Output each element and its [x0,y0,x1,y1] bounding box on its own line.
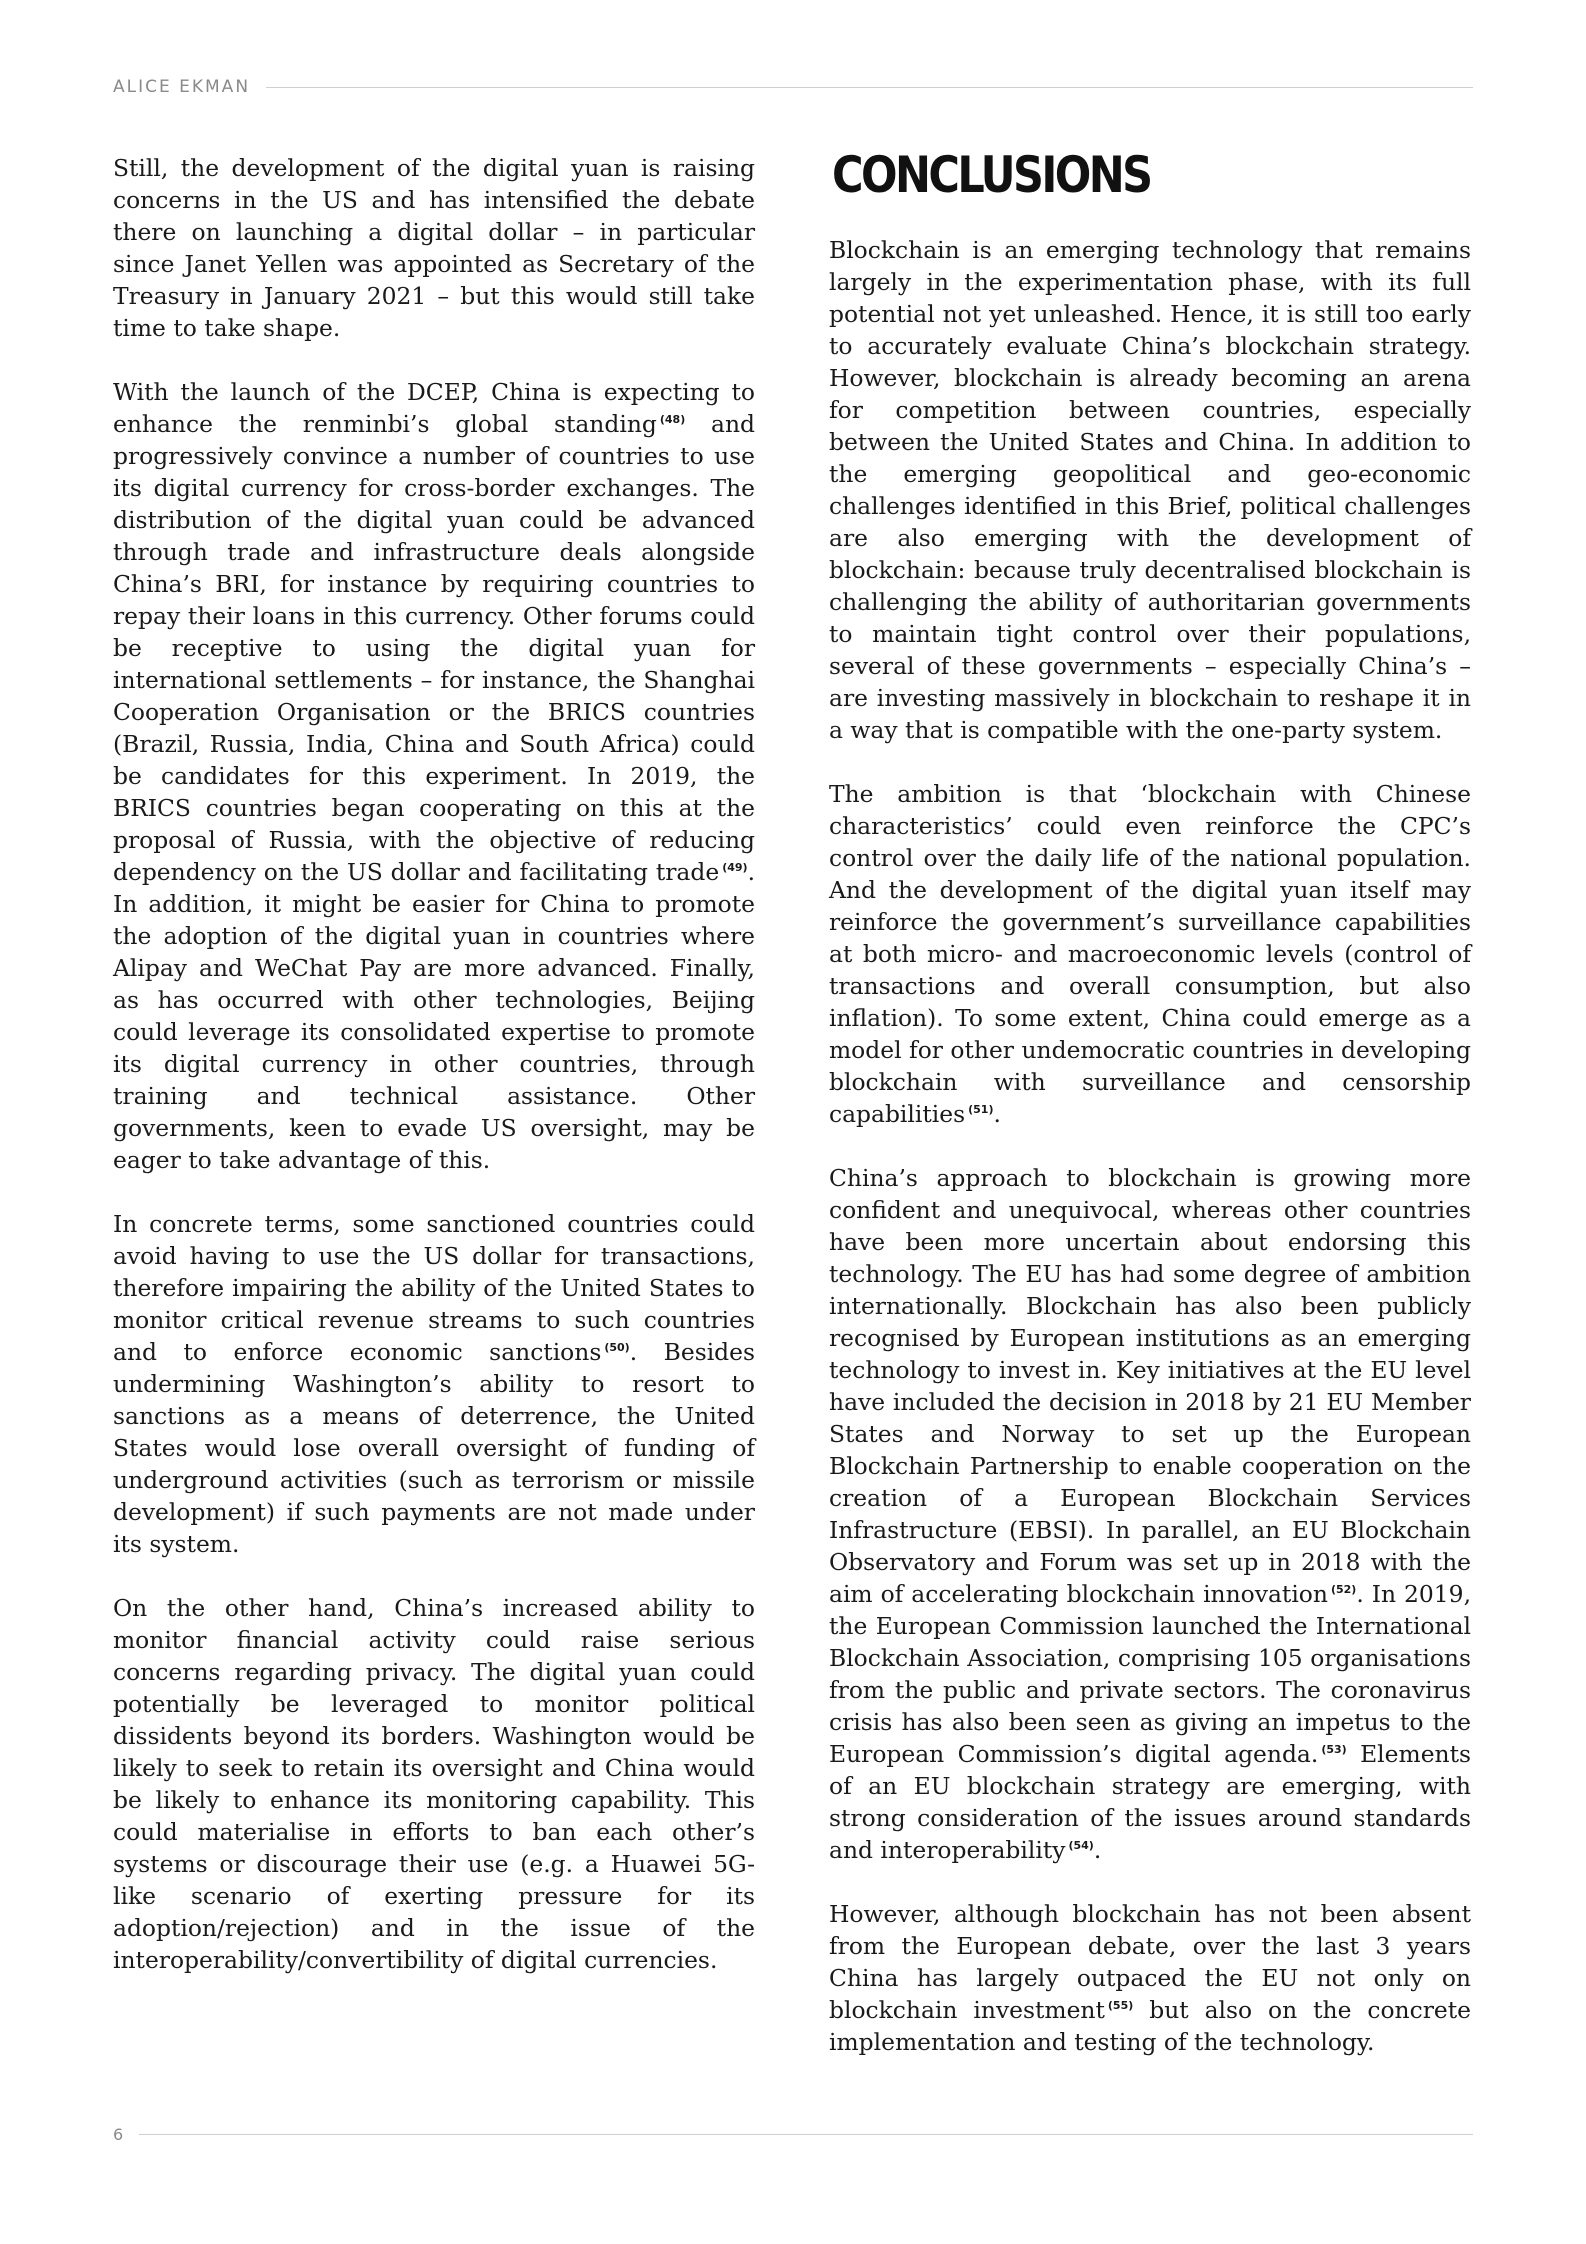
paragraph-text: but also on the concrete implementation and testing of the technology. [829,1996,1471,2056]
paragraph-text: . [1093,1836,1102,1864]
paragraph-text: In concrete terms, some sanctioned countries could avoid having to use the US dollar for transactions, therefore impairing the ability of the United States to monitor critical revenue streams to such countries and to enforce economic sanctions [113,1210,755,1366]
paragraph [113,376,755,1176]
paragraph [829,234,1471,746]
paragraph-text: On the other hand, China’s increased ability to monitor financial activity could raise serious concerns regarding privacy. The digital yuan could potentially be leveraged to monitor political dissidents beyond its borders. Washington would be likely to seek to retain its oversight and China would be likely to enhance its monitoring capability. This could materialise in efforts to ban each other’s systems or discourage their use (e.g. a Huawei 5G-like scenario of exerting pressure for its adoption/rejection) and in the issue of the interoperability/convertibility of digital currencies. [113,1594,755,1974]
running-footer [113,2120,1473,2148]
footnote-ref: (53) [1321,1743,1347,1756]
page-number: 6 [113,2124,124,2144]
author-name: ALICE EKMAN [113,77,251,97]
paragraph [829,1898,1471,2058]
paragraph-text: . [993,1100,1001,1128]
header-divider [266,87,1473,88]
paragraph-text: and progressively convince a number of countries to use its digital currency for cross-border exchanges. The distribution of the digital yuan could be advanced through trade and infrastructure deals alongside China’s BRI, for instance by requiring countries to repay their loans in this currency. Other forums could be receptive to using the digital yuan for international settlements – for instance, the Shanghai Cooperation Organisation or the BRICS countries (Brazil, Russia, India, China and South Africa) could be candidates for this experiment. In 2019, the BRICS countries began cooperating on this at the proposal of Russia, with the objective of reducing dependency on the US dollar and facilitating trade [113,410,755,886]
paragraph-text: China’s approach to blockchain is growing more confident and unequivocal, whereas other countries have been more uncertain about endorsing this technology. The EU has had some degree of ambition internationally. Blockchain has also been publicly recognised by European institutions as an emerging technology to invest in. Key initiatives at the EU level have included the decision in 2018 by 21 EU Member States and Norway to set up the European Blockchain Partnership to enable cooperation on the creation of a European Blockchain Services Infrastructure (EBSI). In parallel, an EU Blockchain Observatory and Forum was set up in 2018 with the aim of accelerating blockchain innovation [829,1164,1471,1608]
paragraph-text: Still, the development of the digital yuan is raising concerns in the US and has intensified the debate there on launching a digital dollar – in particular since Janet Yellen was appointed as Secretary of the Treasury in January 2021 – but this would still take time to take shape. [113,154,755,342]
paragraph-text: . In addition, it might be easier for China to promote the adoption of the digital yuan in countries where Alipay and WeChat Pay are more advanced. Finally, as has occurred with other technologies, Beijing could leverage its consolidated expertise to promote its digital currency in other countries, through training and technical assistance. Other governments, keen to evade US oversight, may be eager to take advantage of this. [113,858,755,1174]
footnote-ref: (55) [1107,1999,1134,2012]
section-heading: CONCLUSIONS [832,146,1151,204]
paragraph [829,1162,1471,1866]
paragraph-text: . Besides undermining Washington’s ability to resort to sanctions as a means of deterrence, the United States would lose overall oversight of funding of underground activities (such as terrorism or missile development) if such payments are not made under its system. [113,1338,755,1558]
paragraph-text: Blockchain is an emerging technology that remains largely in the experimentation phase, with its full potential not yet unleashed. Hence, it is still too early to accurately evaluate China’s blockchain strategy. However, blockchain is already becoming an arena for competition between countries, especially between the United States and China. In addition to the emerging geopolitical and geo-economic challenges identified in this Brief, political challenges are also emerging with the development of blockchain: because truly decentralised blockchain is challenging the ability of authoritarian governments to maintain tight control over their populations, several of these governments – especially China’s – are investing massively in blockchain to reshape it in a way that is compatible with the one-party system. [829,236,1471,744]
paragraph [113,1592,755,1976]
footnote-ref: (48) [659,413,686,426]
footer-divider [139,2134,1473,2135]
paragraph [113,1208,755,1560]
footnote-ref: (49) [722,861,748,874]
paragraph [113,152,755,344]
paragraph-text: The ambition is that ‘blockchain with Chinese characteristics’ could even reinforce the CPC’s control over the daily life of the national population. And the development of the digital yuan itself may reinforce the government’s surveillance capabilities at both micro- and macroeconomic levels (control of transactions and overall consumption, but also inflation). To some extent, China could emerge as a model for other undemocratic countries in developing blockchain with surveillance and censorship capabilities [829,780,1471,1128]
footnote-ref: (50) [604,1341,630,1354]
paragraph-text: Elements of an EU blockchain strategy are emerging, with strong consideration of the issues around standards and interoperability [829,1740,1471,1864]
paragraph [829,778,1471,1130]
right-column [829,146,1471,2090]
paragraph-text: . In 2019, the European Commission launched the International Blockchain Association, comprising 105 organisations from the public and private sectors. The coronavirus crisis has also been seen as giving an impetus to the European Commission’s digital agenda. [829,1580,1471,1768]
paragraph-text: With the launch of the DCEP, China is expecting to enhance the renminbi’s global standing [113,378,755,438]
footnote-ref: (54) [1068,1839,1094,1852]
left-column [113,152,755,2008]
paragraph-text: However, although blockchain has not been absent from the European debate, over the last 3 years China has largely outpaced the EU not only on blockchain investment [829,1900,1471,2024]
running-header [113,72,1473,102]
footnote-ref: (52) [1330,1583,1357,1596]
footnote-ref: (51) [968,1103,994,1116]
